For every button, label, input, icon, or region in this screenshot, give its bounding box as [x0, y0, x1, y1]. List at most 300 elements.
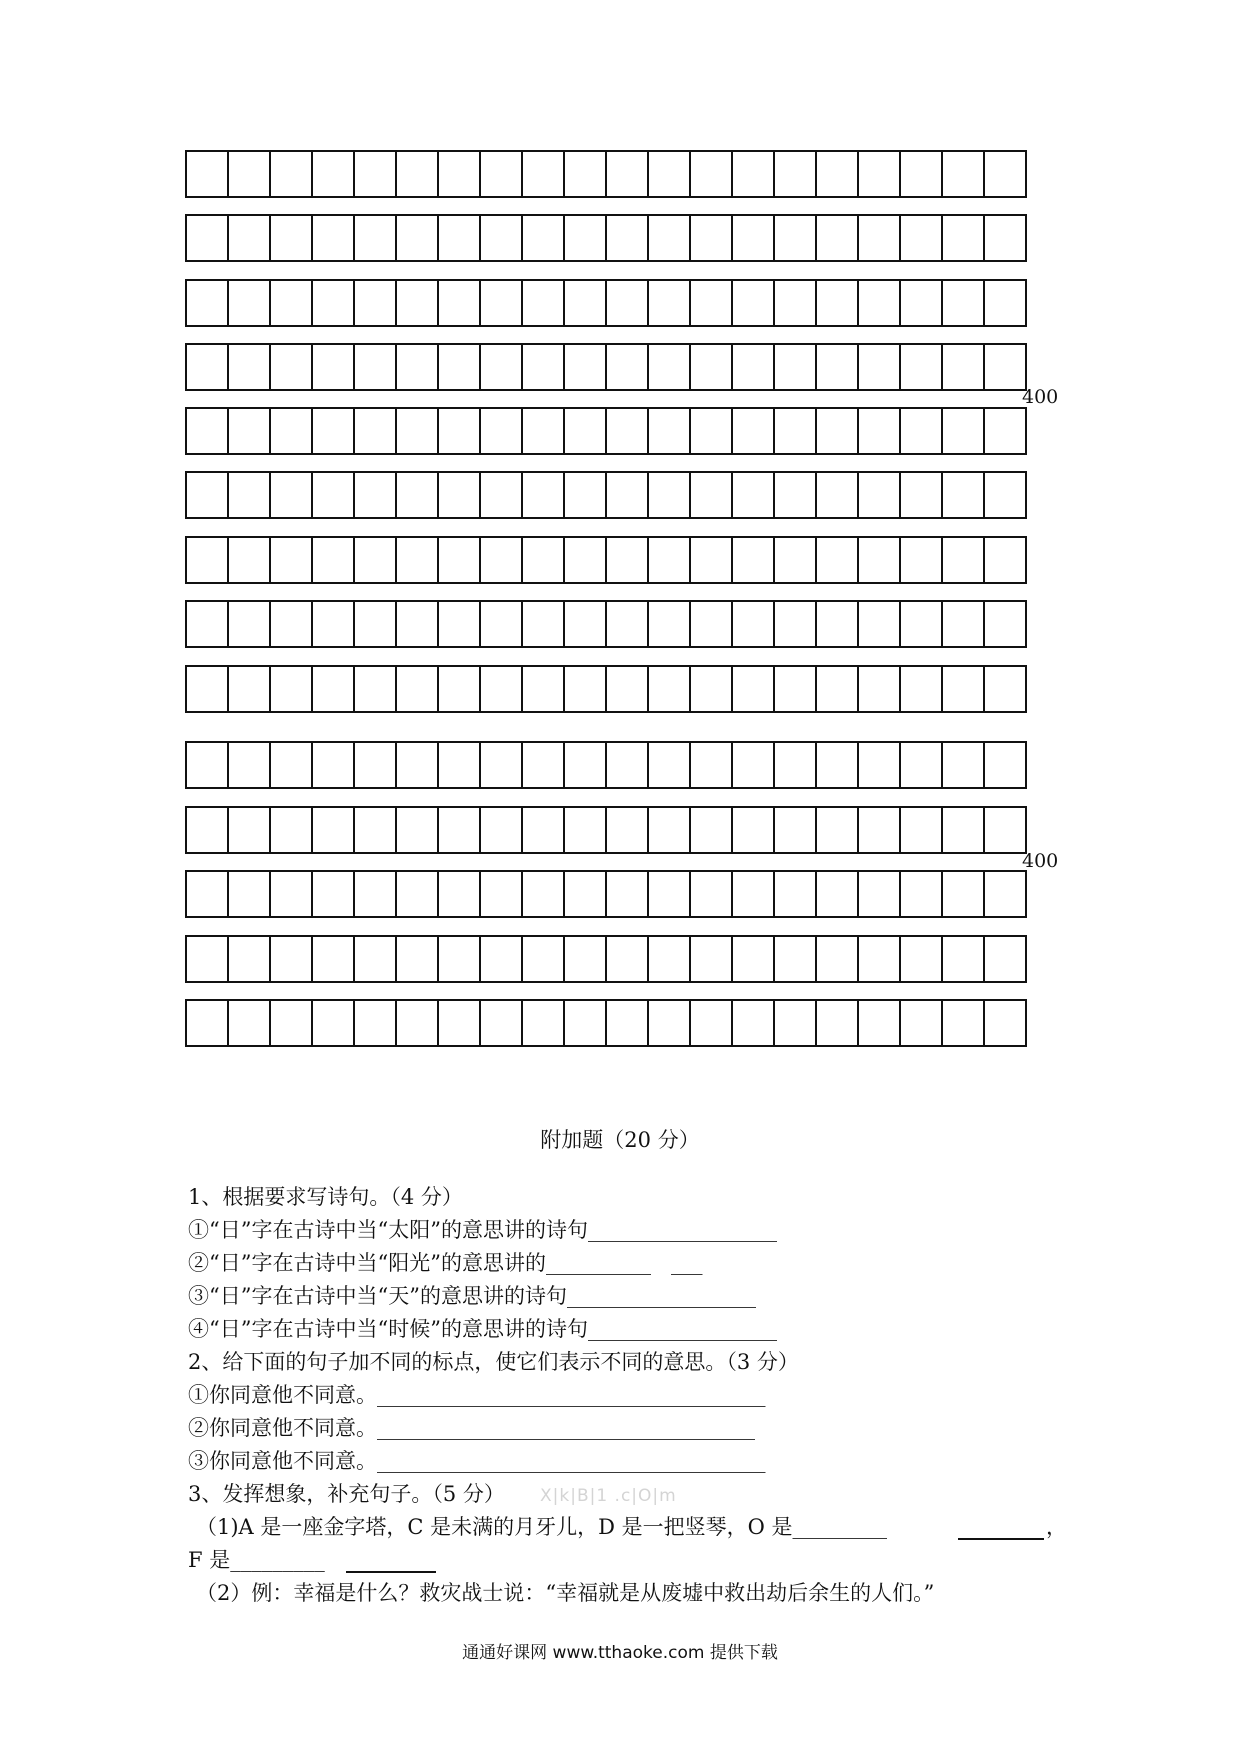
- grid-cell: [439, 345, 481, 389]
- grid-cell: [355, 808, 397, 852]
- grid-cell: [313, 216, 355, 260]
- grid-cell: [439, 602, 481, 646]
- grid-cell: [271, 743, 313, 787]
- grid-cell: [229, 216, 271, 260]
- grid-cell: [397, 743, 439, 787]
- grid-cell: [775, 409, 817, 453]
- grid-cell: [187, 281, 229, 325]
- grid-cell: [313, 281, 355, 325]
- grid-cell: [355, 743, 397, 787]
- grid-cell: [649, 808, 691, 852]
- grid-cell: [565, 743, 607, 787]
- grid-cell: [691, 345, 733, 389]
- grid-cell: [691, 872, 733, 916]
- grid-cell: [817, 602, 859, 646]
- grid-cell: [523, 216, 565, 260]
- grid-cell: [985, 345, 1027, 389]
- grid-cell: [649, 152, 691, 196]
- grid-cell: [271, 667, 313, 711]
- grid-cell: [187, 743, 229, 787]
- grid-cell: [901, 872, 943, 916]
- grid-cell: [439, 1001, 481, 1045]
- grid-cell: [397, 281, 439, 325]
- grid-cell: [397, 872, 439, 916]
- grid-cell: [985, 743, 1027, 787]
- grid-cell: [439, 473, 481, 517]
- grid-cell: [565, 345, 607, 389]
- grid-cell: [313, 602, 355, 646]
- grid-cell: [523, 473, 565, 517]
- grid-cell: [649, 937, 691, 981]
- grid-row: [185, 150, 1027, 198]
- grid-row: [185, 935, 1027, 983]
- grid-cell: [355, 216, 397, 260]
- grid-cell: [481, 743, 523, 787]
- grid-cell: [481, 667, 523, 711]
- grid-row: [185, 471, 1027, 519]
- grid-cell: [859, 872, 901, 916]
- grid-cell: [649, 409, 691, 453]
- grid-cell: [439, 667, 481, 711]
- grid-cell: [313, 538, 355, 582]
- grid-cell: [901, 602, 943, 646]
- grid-cell: [607, 808, 649, 852]
- grid-cell: [691, 1001, 733, 1045]
- grid-cell: [607, 345, 649, 389]
- grid-cell: [271, 216, 313, 260]
- grid-cell: [985, 937, 1027, 981]
- question-1-item-4: ④“日”字在古诗中当“时候”的意思讲的诗句__________________: [188, 1317, 777, 1341]
- grid-cell: [271, 345, 313, 389]
- grid-cell: [187, 473, 229, 517]
- grid-cell: [565, 808, 607, 852]
- question-1-item-2: ②“日”字在古诗中当“阳光”的意思讲的__________ ___: [188, 1251, 703, 1275]
- grid-cell: [733, 1001, 775, 1045]
- grid-cell: [439, 937, 481, 981]
- question-2-heading: 2、给下面的句子加不同的标点，使它们表示不同的意思。（3 分）: [188, 1350, 799, 1374]
- grid-cell: [313, 473, 355, 517]
- grid-cell: [649, 602, 691, 646]
- grid-row: [185, 536, 1027, 584]
- grid-row: [185, 806, 1027, 854]
- grid-cell: [649, 872, 691, 916]
- grid-cell: [607, 473, 649, 517]
- grid-cell: [733, 667, 775, 711]
- grid-cell: [775, 872, 817, 916]
- grid-cell: [607, 216, 649, 260]
- grid-cell: [985, 281, 1027, 325]
- question-2-item-1: ①你同意他不同意。_____________________________________: [188, 1383, 766, 1407]
- grid-cell: [901, 667, 943, 711]
- grid-cell: [817, 216, 859, 260]
- question-3-item-1-continued: F 是_________: [188, 1548, 325, 1572]
- grid-cell: [817, 667, 859, 711]
- grid-cell: [565, 216, 607, 260]
- grid-cell: [187, 1001, 229, 1045]
- grid-row: [185, 214, 1027, 262]
- grid-cell: [271, 872, 313, 916]
- grid-cell: [565, 667, 607, 711]
- question-1-item-1: ①“日”字在古诗中当“太阳”的意思讲的诗句__________________: [188, 1218, 777, 1242]
- grid-cell: [523, 602, 565, 646]
- grid-cell: [775, 216, 817, 260]
- grid-cell: [985, 667, 1027, 711]
- grid-cell: [271, 937, 313, 981]
- grid-cell: [313, 409, 355, 453]
- grid-cell: [397, 602, 439, 646]
- grid-cell: [733, 216, 775, 260]
- grid-row: [185, 741, 1027, 789]
- grid-cell: [481, 808, 523, 852]
- grid-cell: [859, 216, 901, 260]
- question-2-item-2: ②你同意他不同意。____________________________________: [188, 1416, 755, 1440]
- grid-cell: [859, 1001, 901, 1045]
- grid-cell: [523, 409, 565, 453]
- question-3-item-2: （2）例：幸福是什么？救灾战士说：“幸福就是从废墟中救出劫后余生的人们。”: [196, 1581, 935, 1605]
- grid-cell: [271, 281, 313, 325]
- grid-cell: [649, 743, 691, 787]
- grid-cell: [229, 538, 271, 582]
- grid-cell: [481, 473, 523, 517]
- grid-cell: [481, 345, 523, 389]
- grid-cell: [691, 152, 733, 196]
- watermark-text: X|k|B|1 .c|O|m: [540, 1486, 677, 1506]
- grid-cell: [355, 409, 397, 453]
- grid-cell: [943, 808, 985, 852]
- grid-cell: [397, 808, 439, 852]
- grid-cell: [313, 743, 355, 787]
- grid-cell: [355, 473, 397, 517]
- grid-cell: [187, 602, 229, 646]
- grid-cell: [859, 937, 901, 981]
- grid-cell: [229, 281, 271, 325]
- grid-cell: [943, 473, 985, 517]
- grid-cell: [775, 281, 817, 325]
- grid-cell: [187, 409, 229, 453]
- grid-cell: [733, 538, 775, 582]
- grid-cell: [355, 872, 397, 916]
- grid-cell: [397, 1001, 439, 1045]
- grid-cell: [565, 1001, 607, 1045]
- grid-cell: [271, 808, 313, 852]
- question-1-heading: 1、根据要求写诗句。（4 分）: [188, 1185, 463, 1209]
- grid-cell: [985, 808, 1027, 852]
- answer-underline: [346, 1570, 436, 1573]
- grid-cell: [733, 345, 775, 389]
- grid-cell: [901, 345, 943, 389]
- grid-cell: [607, 152, 649, 196]
- grid-cell: [439, 216, 481, 260]
- grid-cell: [523, 538, 565, 582]
- grid-cell: [565, 409, 607, 453]
- grid-cell: [187, 667, 229, 711]
- grid-cell: [229, 808, 271, 852]
- grid-cell: [775, 473, 817, 517]
- grid-cell: [439, 281, 481, 325]
- grid-cell: [271, 473, 313, 517]
- grid-row: [185, 600, 1027, 648]
- grid-cell: [607, 667, 649, 711]
- grid-cell: [943, 216, 985, 260]
- grid-cell: [187, 872, 229, 916]
- grid-cell: [691, 216, 733, 260]
- grid-cell: [775, 345, 817, 389]
- grid-cell: [355, 152, 397, 196]
- grid-cell: [817, 743, 859, 787]
- grid-cell: [691, 281, 733, 325]
- grid-cell: [565, 281, 607, 325]
- grid-cell: [397, 667, 439, 711]
- grid-cell: [985, 872, 1027, 916]
- grid-cell: [313, 152, 355, 196]
- grid-cell: [607, 937, 649, 981]
- grid-cell: [439, 152, 481, 196]
- answer-underline: [958, 1537, 1044, 1540]
- grid-cell: [943, 345, 985, 389]
- grid-cell: [859, 667, 901, 711]
- question-1-item-3: ③“日”字在古诗中当“天”的意思讲的诗句__________________: [188, 1284, 756, 1308]
- grid-cell: [481, 937, 523, 981]
- grid-cell: [439, 409, 481, 453]
- grid-cell: [859, 602, 901, 646]
- word-count-mark: 400: [1022, 850, 1059, 872]
- grid-cell: [943, 743, 985, 787]
- grid-cell: [901, 937, 943, 981]
- grid-cell: [901, 409, 943, 453]
- grid-cell: [481, 281, 523, 325]
- grid-cell: [397, 538, 439, 582]
- grid-cell: [985, 1001, 1027, 1045]
- grid-cell: [649, 216, 691, 260]
- grid-cell: [691, 409, 733, 453]
- grid-cell: [733, 937, 775, 981]
- grid-cell: [733, 281, 775, 325]
- grid-cell: [775, 538, 817, 582]
- grid-cell: [817, 473, 859, 517]
- grid-cell: [229, 602, 271, 646]
- grid-cell: [985, 473, 1027, 517]
- question-3-heading: 3、发挥想象，补充句子。（5 分）: [188, 1482, 505, 1506]
- grid-cell: [355, 667, 397, 711]
- question-3-item-1: （1)A 是一座金字塔，C 是未满的月牙儿，D 是一把竖琴，O 是_________: [196, 1515, 888, 1539]
- word-count-mark: 400: [1022, 386, 1059, 408]
- grid-cell: [229, 743, 271, 787]
- grid-cell: [733, 409, 775, 453]
- grid-cell: [817, 345, 859, 389]
- grid-cell: [397, 152, 439, 196]
- grid-cell: [523, 808, 565, 852]
- grid-cell: [817, 152, 859, 196]
- grid-cell: [943, 152, 985, 196]
- grid-cell: [943, 602, 985, 646]
- grid-cell: [355, 538, 397, 582]
- grid-cell: [775, 152, 817, 196]
- grid-cell: [565, 473, 607, 517]
- grid-cell: [691, 473, 733, 517]
- grid-cell: [229, 1001, 271, 1045]
- grid-cell: [901, 743, 943, 787]
- grid-cell: [481, 1001, 523, 1045]
- grid-cell: [565, 602, 607, 646]
- grid-cell: [481, 872, 523, 916]
- grid-cell: [859, 281, 901, 325]
- grid-cell: [313, 808, 355, 852]
- grid-cell: [523, 937, 565, 981]
- grid-cell: [691, 743, 733, 787]
- grid-cell: [649, 345, 691, 389]
- grid-cell: [901, 808, 943, 852]
- grid-cell: [943, 409, 985, 453]
- grid-cell: [187, 937, 229, 981]
- grid-cell: [271, 409, 313, 453]
- grid-cell: [271, 538, 313, 582]
- grid-cell: [943, 872, 985, 916]
- grid-cell: [355, 281, 397, 325]
- grid-cell: [649, 1001, 691, 1045]
- grid-cell: [271, 1001, 313, 1045]
- grid-cell: [691, 602, 733, 646]
- question-3-comma: ，: [1046, 1515, 1067, 1539]
- grid-cell: [985, 409, 1027, 453]
- grid-cell: [733, 473, 775, 517]
- grid-cell: [481, 216, 523, 260]
- grid-cell: [313, 1001, 355, 1045]
- grid-cell: [481, 152, 523, 196]
- grid-cell: [775, 808, 817, 852]
- grid-cell: [565, 937, 607, 981]
- grid-cell: [859, 152, 901, 196]
- grid-cell: [649, 538, 691, 582]
- grid-cell: [607, 409, 649, 453]
- grid-cell: [313, 345, 355, 389]
- grid-cell: [229, 473, 271, 517]
- grid-cell: [355, 602, 397, 646]
- grid-cell: [397, 409, 439, 453]
- grid-cell: [397, 473, 439, 517]
- grid-cell: [187, 538, 229, 582]
- grid-row: [185, 999, 1027, 1047]
- grid-cell: [859, 538, 901, 582]
- grid-cell: [397, 937, 439, 981]
- grid-cell: [607, 602, 649, 646]
- grid-cell: [985, 538, 1027, 582]
- grid-cell: [859, 345, 901, 389]
- grid-cell: [607, 743, 649, 787]
- grid-cell: [187, 216, 229, 260]
- extra-section-title: 附加题（20 分）: [540, 1128, 700, 1152]
- grid-cell: [439, 872, 481, 916]
- grid-cell: [817, 538, 859, 582]
- grid-cell: [523, 152, 565, 196]
- grid-cell: [187, 152, 229, 196]
- grid-cell: [523, 743, 565, 787]
- grid-cell: [901, 473, 943, 517]
- grid-cell: [313, 872, 355, 916]
- grid-cell: [523, 872, 565, 916]
- grid-cell: [187, 345, 229, 389]
- grid-cell: [565, 538, 607, 582]
- grid-cell: [481, 602, 523, 646]
- grid-cell: [943, 281, 985, 325]
- grid-cell: [397, 345, 439, 389]
- grid-cell: [775, 937, 817, 981]
- grid-cell: [439, 538, 481, 582]
- grid-cell: [523, 1001, 565, 1045]
- grid-cell: [733, 602, 775, 646]
- grid-cell: [775, 602, 817, 646]
- grid-cell: [229, 937, 271, 981]
- question-2-item-3: ③你同意他不同意。_____________________________________: [188, 1449, 766, 1473]
- grid-cell: [229, 667, 271, 711]
- grid-cell: [229, 345, 271, 389]
- grid-row: [185, 665, 1027, 713]
- grid-cell: [607, 281, 649, 325]
- grid-cell: [859, 473, 901, 517]
- grid-cell: [817, 808, 859, 852]
- grid-cell: [187, 808, 229, 852]
- grid-cell: [775, 667, 817, 711]
- grid-cell: [733, 743, 775, 787]
- grid-cell: [775, 743, 817, 787]
- grid-row: [185, 279, 1027, 327]
- grid-cell: [943, 667, 985, 711]
- grid-cell: [607, 872, 649, 916]
- grid-cell: [607, 538, 649, 582]
- grid-row: [185, 870, 1027, 918]
- grid-cell: [817, 409, 859, 453]
- grid-cell: [817, 281, 859, 325]
- grid-cell: [691, 538, 733, 582]
- grid-cell: [901, 152, 943, 196]
- grid-cell: [943, 937, 985, 981]
- grid-cell: [649, 667, 691, 711]
- grid-cell: [313, 937, 355, 981]
- grid-cell: [565, 152, 607, 196]
- grid-cell: [733, 872, 775, 916]
- grid-cell: [985, 152, 1027, 196]
- grid-cell: [229, 152, 271, 196]
- grid-cell: [481, 409, 523, 453]
- grid-cell: [229, 872, 271, 916]
- grid-cell: [271, 602, 313, 646]
- grid-cell: [733, 808, 775, 852]
- grid-cell: [523, 345, 565, 389]
- grid-cell: [859, 409, 901, 453]
- grid-cell: [901, 281, 943, 325]
- grid-cell: [229, 409, 271, 453]
- grid-cell: [565, 872, 607, 916]
- grid-cell: [691, 937, 733, 981]
- grid-cell: [523, 667, 565, 711]
- grid-cell: [985, 216, 1027, 260]
- grid-row: [185, 343, 1027, 391]
- grid-cell: [775, 1001, 817, 1045]
- grid-cell: [355, 1001, 397, 1045]
- grid-cell: [649, 281, 691, 325]
- grid-cell: [943, 538, 985, 582]
- grid-cell: [607, 1001, 649, 1045]
- grid-cell: [943, 1001, 985, 1045]
- grid-cell: [355, 345, 397, 389]
- grid-row: [185, 407, 1027, 455]
- grid-cell: [355, 937, 397, 981]
- grid-cell: [649, 473, 691, 517]
- grid-cell: [817, 937, 859, 981]
- grid-cell: [397, 216, 439, 260]
- grid-cell: [901, 216, 943, 260]
- footer-credit: 通通好课网 www.tthaoke.com 提供下载: [462, 1643, 778, 1663]
- grid-cell: [439, 808, 481, 852]
